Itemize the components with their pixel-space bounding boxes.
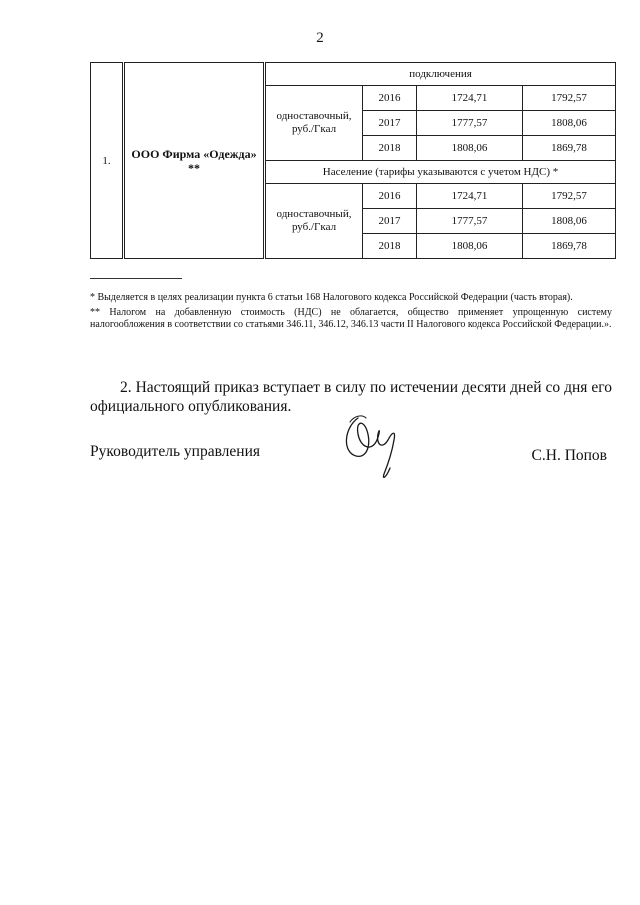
payment-type: одноставочный, руб./Гкал	[265, 86, 363, 161]
table-row	[91, 63, 616, 86]
signatory-title: Руководитель управления	[90, 443, 261, 460]
payment-type: одноставочный, руб./Гкал	[265, 184, 363, 259]
value-cell: 1724,71	[417, 184, 523, 209]
year-cell: 2017	[363, 209, 417, 234]
tariff-table	[90, 62, 616, 259]
row-number: 1.	[91, 63, 124, 259]
value-cell: 1808,06	[417, 136, 523, 161]
value-cell: 1869,78	[523, 136, 616, 161]
section-header: подключения	[265, 63, 616, 86]
year-cell: 2018	[363, 136, 417, 161]
value-cell: 1808,06	[523, 209, 616, 234]
footnote-vat: * Выделяется в целях реализации пункта 6 статьи 168 Налогового кодекса Российской Федерации (часть вторая).	[90, 292, 573, 303]
page-number: 2	[316, 30, 324, 46]
value-cell: 1808,06	[523, 111, 616, 136]
section-header: Население (тарифы указываются с учетом НДС) *	[265, 161, 616, 184]
year-cell: 2016	[363, 184, 417, 209]
value-cell: 1724,71	[417, 86, 523, 111]
value-cell: 1792,57	[523, 86, 616, 111]
effective-date-paragraph: 2. Настоящий приказ вступает в силу по истечении десяти дней со дня его официального опубликования.	[90, 379, 612, 415]
signature-icon	[340, 412, 430, 484]
value-cell: 1777,57	[417, 111, 523, 136]
year-cell: 2018	[363, 234, 417, 259]
footnote-divider	[90, 278, 182, 279]
value-cell: 1792,57	[523, 184, 616, 209]
organization-mark: **	[188, 160, 200, 175]
year-cell: 2017	[363, 111, 417, 136]
year-cell: 2016	[363, 86, 417, 111]
organization-name: ООО Фирма «Одежда»	[131, 146, 257, 161]
footnote-no-vat: ** Налогом на добавленную стоимость (НДС) не облагается, общество применяет упрощенную систему налогообложения в соответствии со статьями 346.11, 346.12, 346.13 части II Налогового кодекса Российской Федерации.».	[90, 306, 612, 330]
signatory-name: С.Н. Попов	[531, 447, 607, 464]
value-cell: 1777,57	[417, 209, 523, 234]
value-cell: 1808,06	[417, 234, 523, 259]
organization-cell	[124, 63, 265, 259]
footnotes	[90, 292, 612, 334]
value-cell: 1869,78	[523, 234, 616, 259]
